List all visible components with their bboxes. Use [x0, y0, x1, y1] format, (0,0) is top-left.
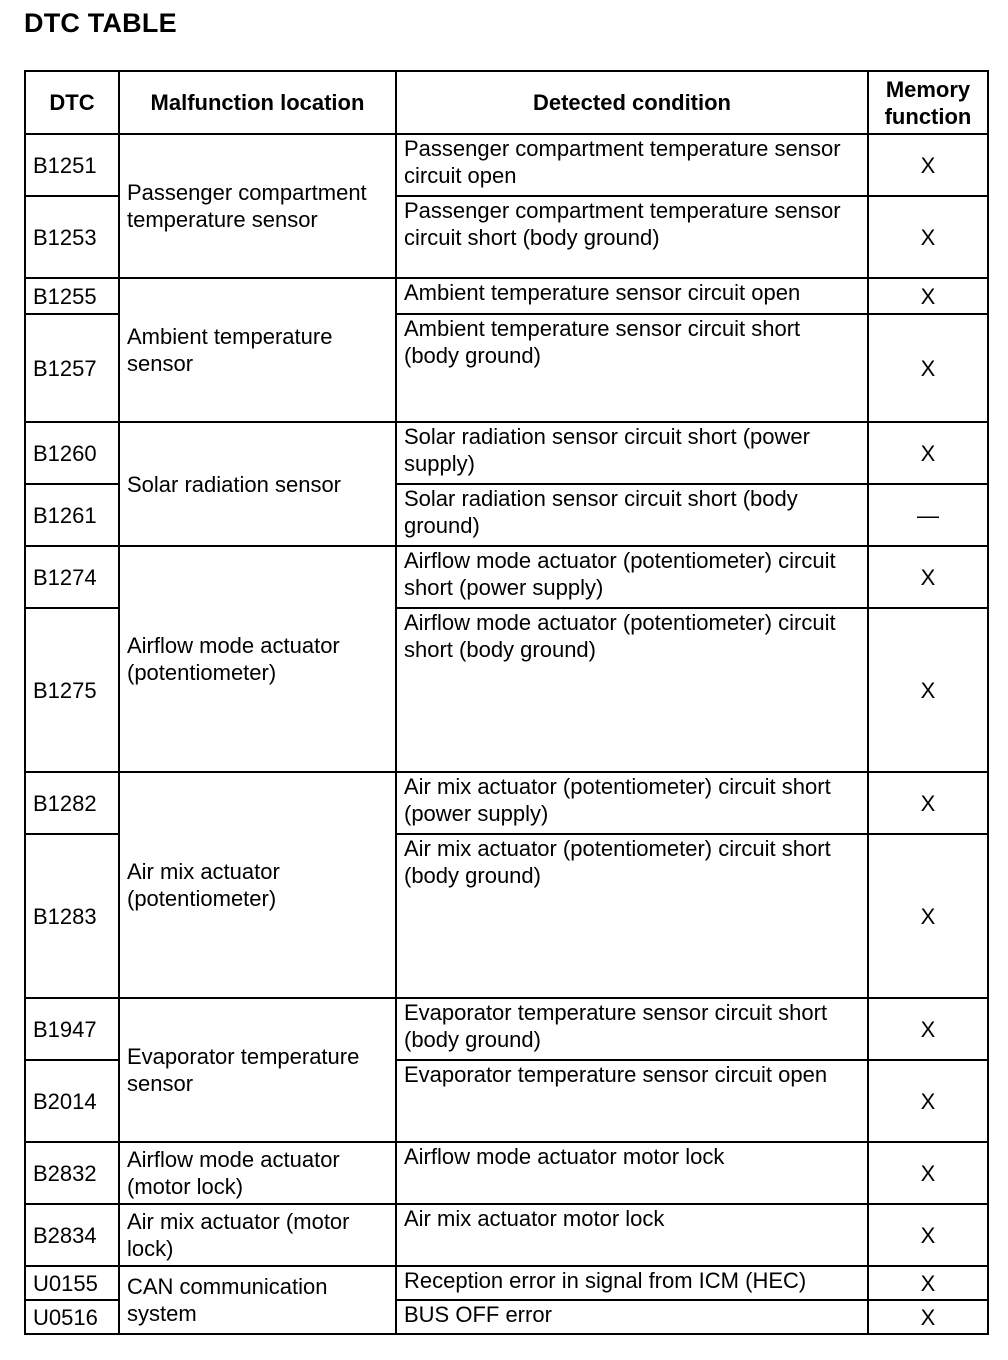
- dtc-code: U0155: [25, 1266, 119, 1300]
- dtc-code: B2014: [25, 1060, 119, 1142]
- memory-function: X: [868, 1300, 988, 1334]
- dtc-code: B1261: [25, 484, 119, 546]
- dtc-code: B1253: [25, 196, 119, 278]
- malfunction-location: CAN communication system: [119, 1266, 396, 1334]
- memory-function: X: [868, 608, 988, 772]
- table-row: [25, 1204, 988, 1266]
- detected-condition: Passenger compartment temperature sensor circuit short (body ground): [396, 196, 868, 278]
- detected-condition: Evaporator temperature sensor circuit open: [396, 1060, 868, 1142]
- detected-condition: Ambient temperature sensor circuit open: [396, 278, 868, 314]
- detected-condition: Airflow mode actuator (potentiometer) circuit short (power supply): [396, 546, 868, 608]
- malfunction-location: Passenger compartment temperature sensor: [119, 134, 396, 278]
- detected-condition: Ambient temperature sensor circuit short (body ground): [396, 314, 868, 422]
- detected-condition: Air mix actuator motor lock: [396, 1204, 868, 1266]
- header-row: [25, 71, 988, 134]
- dtc-code: B1283: [25, 834, 119, 998]
- memory-function: X: [868, 278, 988, 314]
- dtc-code: B1255: [25, 278, 119, 314]
- detected-condition: Airflow mode actuator motor lock: [396, 1142, 868, 1204]
- memory-function: X: [868, 314, 988, 422]
- malfunction-location: Air mix actuator (motor lock): [119, 1204, 396, 1266]
- table-row: [25, 546, 988, 608]
- detected-condition: Solar radiation sensor circuit short (body ground): [396, 484, 868, 546]
- detected-condition: BUS OFF error: [396, 1300, 868, 1334]
- dtc-code: B1257: [25, 314, 119, 422]
- memory-function: X: [868, 196, 988, 278]
- dtc-code: B1275: [25, 608, 119, 772]
- table-body: [25, 134, 988, 1334]
- detected-condition: Airflow mode actuator (potentiometer) circuit short (body ground): [396, 608, 868, 772]
- dtc-code: B2832: [25, 1142, 119, 1204]
- dtc-code: B1274: [25, 546, 119, 608]
- memory-function: X: [868, 1142, 988, 1204]
- page-title: DTC TABLE: [24, 8, 177, 38]
- malfunction-location: Solar radiation sensor: [119, 422, 396, 546]
- detected-condition: Solar radiation sensor circuit short (power supply): [396, 422, 868, 484]
- memory-function: X: [868, 1266, 988, 1300]
- detected-condition: Air mix actuator (potentiometer) circuit short (body ground): [396, 834, 868, 998]
- detected-condition: Reception error in signal from ICM (HEC): [396, 1266, 868, 1300]
- dtc-code: B1260: [25, 422, 119, 484]
- table-row: [25, 278, 988, 314]
- table-row: [25, 772, 988, 834]
- dtc-code: U0516: [25, 1300, 119, 1334]
- memory-function: —: [868, 484, 988, 546]
- dtc-table: [24, 70, 989, 1335]
- memory-function: X: [868, 772, 988, 834]
- table-row: [25, 1266, 988, 1300]
- malfunction-location: Airflow mode actuator (motor lock): [119, 1142, 396, 1204]
- malfunction-location: Airflow mode actuator (potentiometer): [119, 546, 396, 772]
- memory-function: X: [868, 998, 988, 1060]
- memory-function: X: [868, 1060, 988, 1142]
- table-row: [25, 134, 988, 196]
- memory-function: X: [868, 1204, 988, 1266]
- table-row: [25, 998, 988, 1060]
- memory-function: X: [868, 422, 988, 484]
- dtc-code: B1251: [25, 134, 119, 196]
- header-malfunction-location: Malfunction location: [119, 71, 396, 134]
- malfunction-location: Evaporator temperature sensor: [119, 998, 396, 1142]
- malfunction-location: Air mix actuator (potentiometer): [119, 772, 396, 998]
- table-row: [25, 422, 988, 484]
- detected-condition: Passenger compartment temperature sensor circuit open: [396, 134, 868, 196]
- memory-function: X: [868, 134, 988, 196]
- detected-condition: Evaporator temperature sensor circuit short (body ground): [396, 998, 868, 1060]
- dtc-code: B1947: [25, 998, 119, 1060]
- malfunction-location: Ambient temperature sensor: [119, 278, 396, 422]
- dtc-code: B2834: [25, 1204, 119, 1266]
- detected-condition: Air mix actuator (potentiometer) circuit short (power supply): [396, 772, 868, 834]
- header-memory-function: Memory function: [868, 71, 988, 134]
- dtc-code: B1282: [25, 772, 119, 834]
- memory-function: X: [868, 546, 988, 608]
- memory-function: X: [868, 834, 988, 998]
- header-detected-condition: Detected condition: [396, 71, 868, 134]
- header-dtc: DTC: [25, 71, 119, 134]
- table-row: [25, 1142, 988, 1204]
